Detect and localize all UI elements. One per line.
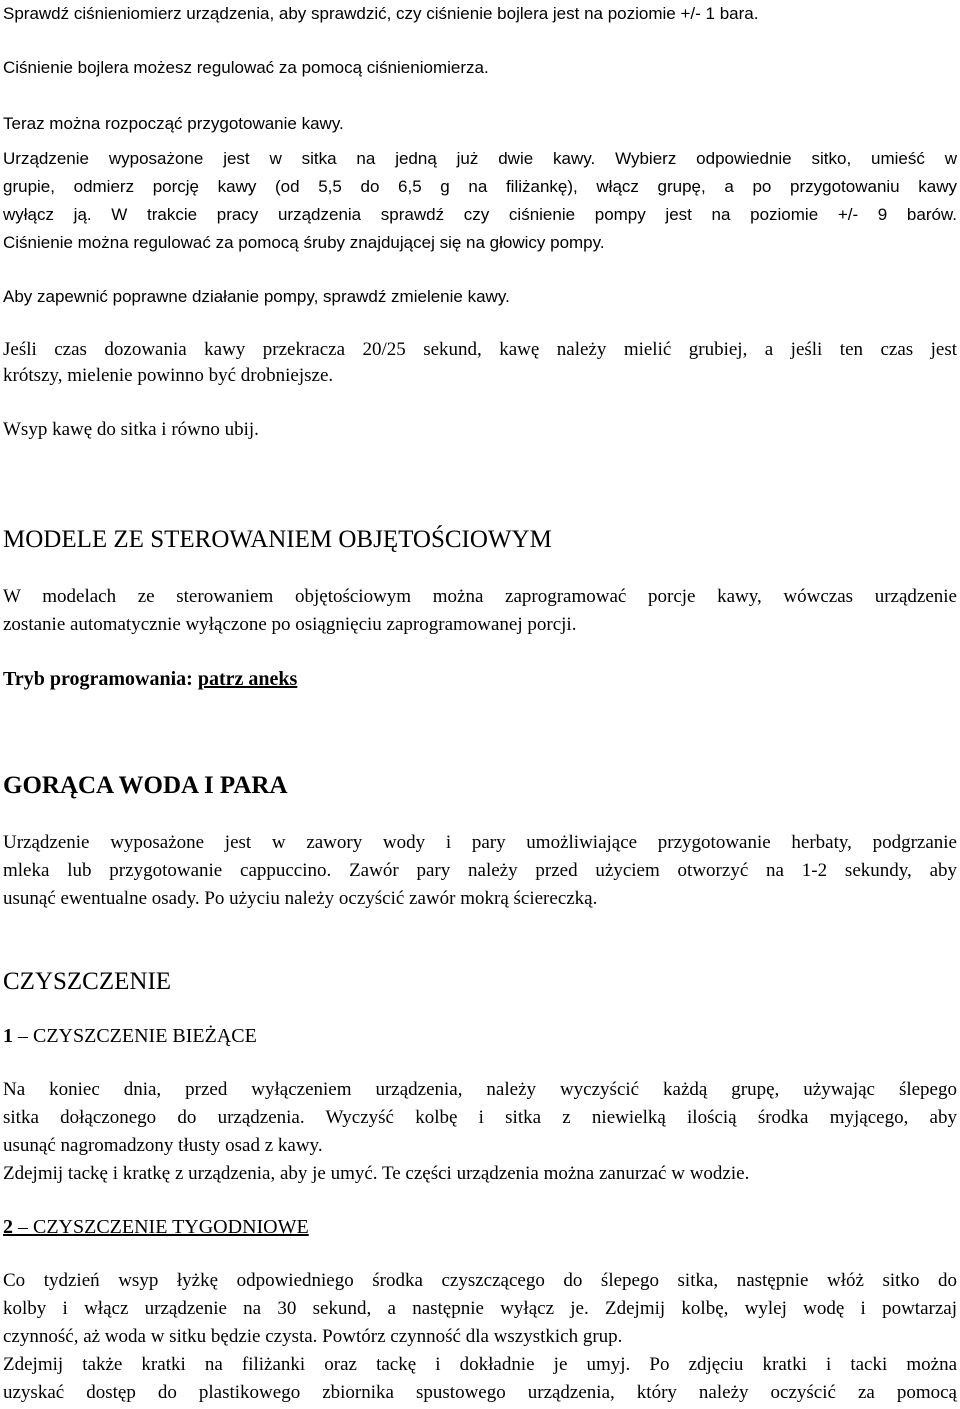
volumetric-heading: MODELE ZE STEROWANIEM OBJĘTOŚCIOWYM xyxy=(3,526,552,553)
intro-paragraph-4-line-2: grupie, odmierz porcję kawy (od 5,5 do 6,5 g na filiżankę), włącz grupę, a po przygotowaniu kawy xyxy=(3,177,957,196)
volumetric-body-line-2: zostanie automatycznie wyłączone po osiągnięciu zaprogramowanej porcji. xyxy=(3,614,577,635)
daily-cleaning-number: 1 xyxy=(3,1025,13,1047)
weekly-cleaning-line-5: uzyskać dostęp do plastikowego zbiornika spustowego urządzenia, który należy oczyścić za pomocą xyxy=(3,1382,957,1403)
weekly-cleaning-heading xyxy=(3,1213,957,1241)
intro-paragraph-7: Wsyp kawę do sitka i równo ubij. xyxy=(3,419,259,440)
weekly-cleaning-title: CZYSZCZENIE TYGODNIOWE xyxy=(33,1216,309,1238)
intro-paragraph-5: Aby zapewnić poprawne działanie pompy, sprawdź zmielenie kawy. xyxy=(3,287,510,306)
annex-link[interactable]: patrz aneks xyxy=(197,668,298,690)
weekly-cleaning-number: 2 xyxy=(3,1216,13,1238)
daily-cleaning-line-2: sitka dołączonego do urządzenia. Wyczyść kolbę i sitka z niewielką ilością środka myjącego, aby xyxy=(3,1107,957,1128)
intro-paragraph-1: Sprawdź ciśnieniomierz urządzenia, aby sprawdzić, czy ciśnienie bojlera jest na poziomie +/- 1 bara. xyxy=(3,4,759,23)
daily-cleaning-title: CZYSZCZENIE BIEŻĄCE xyxy=(33,1025,257,1047)
intro-paragraph-2: Ciśnienie bojlera możesz regulować za pomocą ciśnieniomierza. xyxy=(3,58,489,77)
intro-paragraph-3: Teraz można rozpocząć przygotowanie kawy. xyxy=(3,114,344,133)
weekly-cleaning-line-2: kolby i włącz urządzenie na 30 sekund, a następnie wyłącz je. Zdejmij kolbę, wylej wodę i powtarzaj xyxy=(3,1298,957,1319)
daily-cleaning-line-4: Zdejmij tackę i kratkę z urządzenia, aby je umyć. Te części urządzenia można zanurzać w wodzie. xyxy=(3,1163,750,1184)
cleaning-heading: CZYSZCZENIE xyxy=(3,968,172,995)
weekly-cleaning-dash: – xyxy=(13,1216,33,1238)
daily-cleaning-heading xyxy=(3,1022,957,1050)
weekly-cleaning-line-3: czynność, aż woda w sitku będzie czysta. Powtórz czynność dla wszystkich grup. xyxy=(3,1326,623,1347)
intro-paragraph-4-line-1: Urządzenie wyposażone jest w sitka na jedną już dwie kawy. Wybierz odpowiednie sitko, umieść w xyxy=(3,149,957,168)
hot-water-body-line-3: usunąć ewentualne osady. Po użyciu należy oczyścić zawór mokrą ściereczką. xyxy=(3,888,598,909)
programming-mode-label: Tryb programowania: xyxy=(3,668,198,690)
daily-cleaning-line-3: usunąć nagromadzony tłusty osad z kawy. xyxy=(3,1135,323,1156)
hot-water-heading: GORĄCA WODA I PARA xyxy=(3,772,288,799)
intro-paragraph-6-line-1: Jeśli czas dozowania kawy przekracza 20/25 sekund, kawę należy mielić grubiej, a jeśli ten czas jest xyxy=(3,339,957,360)
daily-cleaning-line-1: Na koniec dnia, przed wyłączeniem urządzenia, należy wyczyścić każdą grupę, używając ślepego xyxy=(3,1079,957,1100)
intro-paragraph-4-line-4: Ciśnienie można regulować za pomocą śruby znajdującej się na głowicy pompy. xyxy=(3,233,605,252)
programming-mode-line xyxy=(3,665,957,693)
intro-paragraph-4-line-3: wyłącz ją. W trakcie pracy urządzenia sprawdź czy ciśnienie pompy jest na poziomie +/- 9 barów. xyxy=(3,205,957,224)
daily-cleaning-dash: – xyxy=(13,1025,33,1047)
weekly-cleaning-line-4: Zdejmij także kratki na filiżanki oraz tackę i dokładnie je umyj. Po zdjęciu kratki i tacki można xyxy=(3,1354,957,1375)
hot-water-body-line-2: mleka lub przygotowanie cappuccino. Zawór pary należy przed użyciem otworzyć na 1-2 sekundy, aby xyxy=(3,860,957,881)
intro-paragraph-6-line-2: krótszy, mielenie powinno być drobniejsze. xyxy=(3,365,334,386)
weekly-cleaning-line-1: Co tydzień wsyp łyżkę odpowiedniego środka czyszczącego do ślepego sitka, następnie włóż sitko do xyxy=(3,1270,957,1291)
hot-water-body-line-1: Urządzenie wyposażone jest w zawory wody i pary umożliwiające przygotowanie herbaty, podgrzanie xyxy=(3,832,957,853)
volumetric-body-line-1: W modelach ze sterowaniem objętościowym można zaprogramować porcje kawy, wówczas urządzenie xyxy=(3,586,957,607)
